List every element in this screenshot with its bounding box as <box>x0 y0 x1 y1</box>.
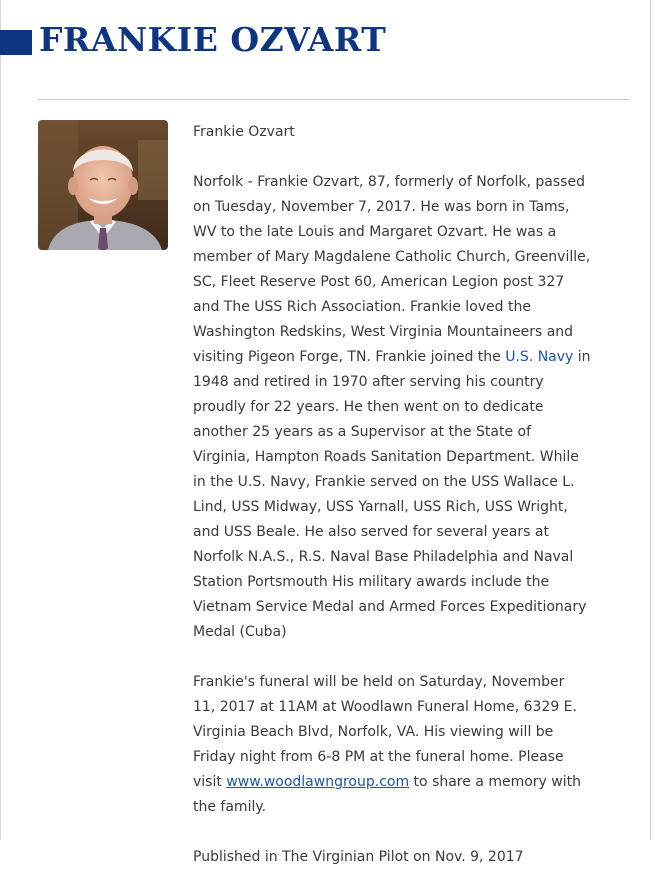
portrait-photo <box>38 120 168 250</box>
paragraph-1-text-end: in 1948 and retired in 1970 after serving his country proudly for 22 years. He then went on to dedicate another 25 years as a Supervisor at the State of Virginia, Hampton Roads Sanitation Department. While in the U.S. Navy, Frankie served on the USS Wallace L. Lind, USS Midway, USS Yarnall, USS Rich, USS Wright, and USS Beale. He also served for several years at Norfolk N.A.S., R.S. Naval Base Philadelphia and Naval Station Portsmouth His military awards include the Vietnam Service Medal and Armed Forces Expeditionary Medal (Cuba) <box>193 349 591 640</box>
paragraph-2-text-start: Frankie's funeral will be held on Saturday, November 11, 2017 at 11AM at Woodlawn Funeral Home, 6329 E. Virginia Beach Blvd, Norfolk, VA. His viewing will be Friday night from 6-8 PM at the funeral home. Please visit <box>193 674 577 790</box>
right-border <box>650 0 651 840</box>
published-line: Published in The Virginian Pilot on Nov. 9, 2017 <box>193 849 524 865</box>
header-divider <box>38 99 630 100</box>
obituary-name: Frankie Ozvart <box>193 124 295 140</box>
left-border <box>0 0 1 840</box>
portrait-photo-icon <box>38 120 168 250</box>
obituary-paragraph-2 <box>193 670 591 820</box>
page-title: FRANKIE OZVART <box>39 20 387 59</box>
woodlawn-website-link[interactable]: www.woodlawngroup.com <box>226 774 410 790</box>
obituary-paragraph-1 <box>193 170 591 645</box>
paragraph-2-text-end: to share a memory with the family. <box>193 774 581 815</box>
title-accent-bar <box>0 30 32 55</box>
obituary-content <box>193 120 591 870</box>
paragraph-1-text-start: Norfolk - Frankie Ozvart, 87, formerly of Norfolk, passed on Tuesday, November 7, 2017. He was born in Tams, WV to the late Louis and Margaret Ozvart. He was a member of Mary Magdalene Catholic Church, Greenville, SC, Fleet Reserve Post 60, American Legion post 327 and The USS Rich Association. Frankie loved the Washington Redskins, West Virginia Mountaineers and visiting Pigeon Forge, TN. Frankie joined the <box>193 174 591 365</box>
us-navy-link[interactable]: U.S. Navy <box>505 349 574 365</box>
